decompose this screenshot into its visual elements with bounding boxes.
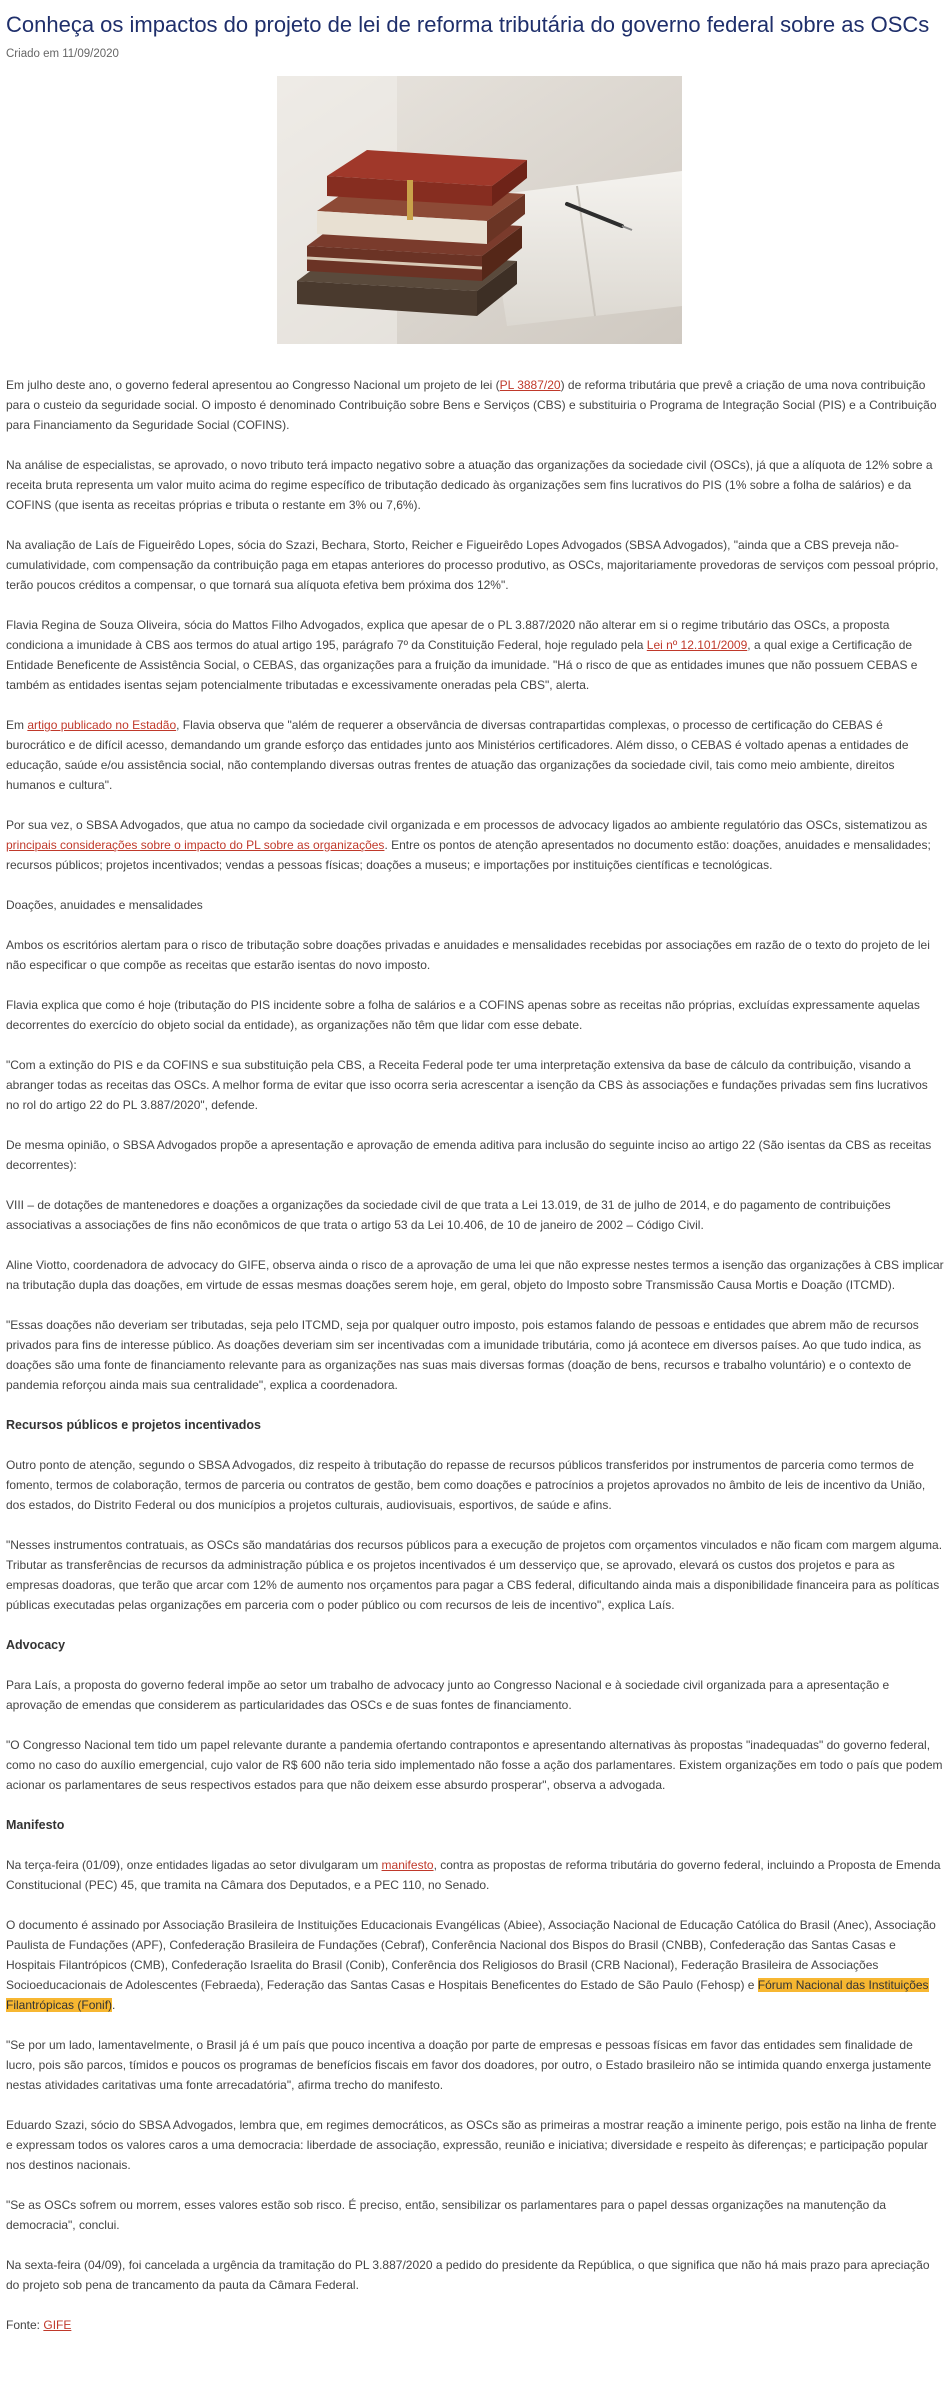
- paragraph: Aline Viotto, coordenadora de advocacy do GIFE, observa ainda o risco de a aprovação de uma lei que não expresse nestes termos a isenção das organizações à CBS implicar na tributação dupla das doações, em virtude de essas mesmas doações serem hoje, em geral, objeto do Imposto sobre Transmissão Causa Mortis e Doação (ITCMD).: [6, 1258, 944, 1292]
- paragraph: [6, 615, 944, 695]
- paragraph: Flavia explica que como é hoje (tributação do PIS incidente sobre a folha de salários e a COFINS apenas sobre as receitas não próprias, excluídas expressamente aquelas decorrentes do exercício do objeto social da entidade), as organizações não têm que lidar com esse debate.: [6, 998, 920, 1032]
- text: ) de reforma tributária que prevê a criação de uma nova contribuição para o custeio da seguridade social. O imposto é denominado Contribuição sobre Bens e Serviços (CBS) e substituiria o Programa de Integração Social (PIS) e a Contribuição para Financiamento da Seguridade Social (COFINS).: [6, 378, 937, 432]
- text: Em julho deste ano, o governo federal apresentou ao Congresso Nacional um projeto de lei (: [6, 378, 500, 392]
- text: .: [112, 1998, 116, 2012]
- text: Na terça-feira (01/09), onze entidades ligadas ao setor divulgaram um: [6, 1858, 382, 1872]
- section-heading: Advocacy: [6, 1638, 66, 1652]
- hero-image: [277, 76, 682, 344]
- paragraph: [6, 1915, 944, 2015]
- manifesto-link[interactable]: manifesto: [381, 1858, 434, 1872]
- estadao-article-link[interactable]: artigo publicado no Estadão: [27, 718, 177, 732]
- paragraph: Ambos os escritórios alertam para o risco de tributação sobre doações privadas e anuidades e mensalidades recebidas por associações em razão de o texto do projeto de lei não especificar o que compõe as receitas que estarão isentas do novo imposto.: [6, 938, 930, 972]
- paragraph: Na análise de especialistas, se aprovado, o novo tributo terá impacto negativo sobre a atuação das organizações da sociedade civil (OSCs), já que a alíquota de 12% sobre a receita bruta representa um valor muito acima do regime específico de tributação dedicado às organizações sem fins lucrativos do PIS (1% sobre a folha de salários) e da COFINS (que isenta as receitas próprias e tributa o restante em 3% ou 7,6%).: [6, 458, 933, 512]
- text: Por sua vez, o SBSA Advogados, que atua no campo da sociedade civil organizada e em processos de advocacy ligados ao ambiente regulatório das OSCs, sistematizou as: [6, 818, 928, 832]
- paragraph: Outro ponto de atenção, segundo o SBSA Advogados, diz respeito à tributação do repasse de recursos públicos transferidos por instrumentos de parceria como termos de fomento, termos de colaboração, termos de parceria ou contratos de gestão, bem como doações e patrocínios a projetos aprovados no âmbito de leis de incentivo da União, dos estados, do Distrito Federal ou dos municípios a projetos culturais, audiovisuais, esportivos, de saúde e afins.: [6, 1458, 926, 1512]
- paragraph: "Se as OSCs sofrem ou morrem, esses valores estão sob risco. É preciso, então, sensibilizar os parlamentares para o papel dessas organizações na manutenção da democracia", conclui.: [6, 2198, 887, 2232]
- paragraph: VIII – de dotações de mantenedores e doações a organizações da sociedade civil de que trata a Lei 13.019, de 31 de julho de 2014, e do pagamento de contribuições associativas a associações de fins não econômicos de que trata o artigo 53 da Lei 10.406, de 10 de janeiro de 2002 – Código Civil.: [6, 1198, 891, 1232]
- paragraph: Eduardo Szazi, sócio do SBSA Advogados, lembra que, em regimes democráticos, as OSCs são as primeiras a mostrar reação a iminente perigo, pois estão na linha de frente e expressam todos os valores caros a uma democracia: liberdade de associação, expressão, reunião e iniciativa; diversidade e respeito às diferenças; e participação popular nos destinos nacionais.: [6, 2118, 937, 2172]
- paragraph: [6, 815, 944, 875]
- text: Em: [6, 718, 28, 732]
- section-subtitle: Doações, anuidades e mensalidades: [6, 898, 203, 912]
- text: O documento é assinado por Associação Brasileira de Instituições Educacionais Evangélicas (Abiee), Associação Nacional de Educação Católica do Brasil (Anec), Associação Paulista de Fundações (APF), Confederação Brasileira de Fundações (Cebraf), Conferência Nacional dos Bispos do Brasil (CNBB), Confederação das Santas Casas e Hospitais Filantrópicos (CMB), Confederação Israelita do Brasil (Conib), Conferência dos Religiosos do Brasil (CRB Nacional), Federação Brasileira de Associações Socioeducacionais de Adolescentes (Febraeda), Federação das Santas Casas e Hospitais Beneficentes do Estado de São Paulo (Fehosp) e: [6, 1918, 936, 1992]
- paragraph: Na avaliação de Laís de Figueirêdo Lopes, sócia do Szazi, Bechara, Storto, Reicher e Figueirêdo Lopes Advogados (SBSA Advogados), "ainda que a CBS preveja não-cumulatividade, com compensação da contribuição paga em etapas anteriores do processo produtivo, as OSCs, majoritariamente provedoras de serviços com pessoal próprio, terão poucos créditos a compensar, o que tornará sua alíquota efetiva bem próxima dos 12%".: [6, 538, 939, 592]
- text: , a qual exige a Certificação de Entidade Beneficente de Assistência Social, o CEBAS, das organizações para a fruição da imunidade. "Há o risco de que as entidades imunes que não possuem CEBAS e também as entidades isentas sejam potencialmente tributadas e excessivamente oneradas pela CBS", alerta.: [6, 638, 918, 692]
- article-body: [6, 375, 944, 2335]
- paragraph: De mesma opinião, o SBSA Advogados propõe a apresentação e aprovação de emenda aditiva para inclusão do seguinte inciso ao artigo 22 (São isentas da CBS as receitas decorrentes):: [6, 1138, 932, 1172]
- source-line: [6, 2315, 944, 2335]
- paragraph: "O Congresso Nacional tem tido um papel relevante durante a pandemia ofertando contrapontos e apresentando alternativas às propostas "inadequadas" do governo federal, como no caso do auxílio emergencial, cujo valor de R$ 600 não teria sido implementado não fosse a ação dos parlamentares. Existem organizações em todo o país que podem acionar os parlamentares de seus respectivos estados para que não deixem esse absurdo prosperar", observa a advogada.: [6, 1738, 943, 1792]
- highlighted-text: Fórum Nacional das Instituições Filantrópicas (Fonif): [6, 1978, 929, 2012]
- created-date: Criado em 11/09/2020: [6, 48, 119, 60]
- paragraph: [6, 1855, 944, 1895]
- text: Flavia Regina de Souza Oliveira, sócia do Mattos Filho Advogados, explica que apesar de o PL 3.887/2020 não alterar em si o regime tributário das OSCs, a proposta condiciona a imunidade à CBS aos termos do atual artigo 195, parágrafo 7º da Constituição Federal, hoje regulado pela: [6, 618, 890, 652]
- paragraph: [6, 375, 944, 435]
- page-title: Conheça os impactos do projeto de lei de reforma tributária do governo federal sobre as OSCs: [6, 12, 930, 37]
- source-link[interactable]: GIFE: [43, 2318, 72, 2332]
- source-label: Fonte:: [6, 2318, 44, 2332]
- paragraph: Para Laís, a proposta do governo federal impõe ao setor um trabalho de advocacy junto ao Congresso Nacional e à sociedade civil organizada para a apresentação e aprovação de emendas que considerem as particularidades das OSCs e de suas fontes de financiamento.: [6, 1678, 890, 1712]
- paragraph: Na sexta-feira (04/09), foi cancelada a urgência da tramitação do PL 3.887/2020 a pedido do presidente da República, o que significa que não há mais prazo para apreciação do projeto sob pena de trancamento da pauta da Câmara Federal.: [6, 2258, 930, 2292]
- pl-link[interactable]: PL 3887/20: [499, 378, 561, 392]
- paragraph: "Nesses instrumentos contratuais, as OSCs são mandatárias dos recursos públicos para a execução de projetos com orçamentos vinculados e não ficam com margem alguma. Tributar as transferências de recursos da administração pública e os projetos incentivados é um desserviço que, se aprovado, elevará os custos dos projetos e para as empresas doadoras, que terão que arcar com 12% de aumento nos orçamentos para pagar a CBS federal, dificultando ainda mais a disponibilidade financeira para as políticas públicas executadas pelas organizações em parceria com o poder público ou com recursos de leis de incentivo", explica Laís.: [6, 1538, 943, 1612]
- section-heading: Recursos públicos e projetos incentivados: [6, 1418, 261, 1432]
- text: , Flavia observa que "além de requerer a observância de diversas contrapartidas complexas, o processo de certificação do CEBAS é burocrático e de difícil acesso, demandando um grande esforço das entidades junto aos Ministérios certificadores. Além disso, o CEBAS é voltado apenas a entidades de educação, saúde e/ou assistência social, não contemplando diversas outras frentes de atuação das organizações da sociedade civil, tais como meio ambiente, direitos humanos e cultura".: [6, 718, 909, 792]
- considerations-link[interactable]: principais considerações sobre o impacto do PL sobre as organizações: [6, 838, 385, 852]
- section-heading: Manifesto: [6, 1818, 65, 1832]
- law-link[interactable]: Lei nº 12.101/2009: [646, 638, 748, 652]
- text: , contra as propostas de reforma tributária do governo federal, incluindo a Proposta de Emenda Constitucional (PEC) 45, que tramita na Câmara dos Deputados, e a PEC 110, no Senado.: [6, 1858, 941, 1892]
- article-page: [0, 10, 950, 2335]
- text: . Entre os pontos de atenção apresentados no documento estão: doações, anuidades e mensalidades; recursos públicos; projetos incentivados; vendas a pessoas físicas; doações a museus; e importações por instituições científicas e tecnológicas.: [6, 838, 931, 872]
- paragraph: "Com a extinção do PIS e da COFINS e sua substituição pela CBS, a Receita Federal pode ter uma interpretação extensiva da base de cálculo da contribuição, visando a abranger todas as receitas das OSCs. A melhor forma de evitar que isso ocorra seria acrescentar a isenção da CBS às associações e fundações privadas sem fins lucrativos no rol do artigo 22 do PL 3.887/2020", defende.: [6, 1058, 928, 1112]
- paragraph: "Se por um lado, lamentavelmente, o Brasil já é um país que pouco incentiva a doação por parte de empresas e pessoas físicas em favor das entidades sem finalidade de lucro, pois são parcos, tímidos e poucos os programas de benefícios fiscais em favor dos doadores, por outro, o Estado brasileiro não se intimida quando enxerga justamente nestas atividades caritativas uma fonte arrecadatória", afirma trecho do manifesto.: [6, 2038, 932, 2092]
- paragraph: "Essas doações não deveriam ser tributadas, seja pelo ITCMD, seja por qualquer outro imposto, pois estamos falando de pessoas e entidades que abrem mão de recursos privados para fins de interesse público. As doações deveriam sim ser incentivadas com a imunidade tributária, como já acontece em diversos países. Ao que tudo indica, as doações são uma fonte de financiamento relevante para as organizações nas suas mais diversas formas (doação de bens, recursos e trabalho voluntário) e o contexto de pandemia reforçou ainda mais sua centralidade", explica a coordenadora.: [6, 1318, 922, 1392]
- paragraph: [6, 715, 944, 795]
